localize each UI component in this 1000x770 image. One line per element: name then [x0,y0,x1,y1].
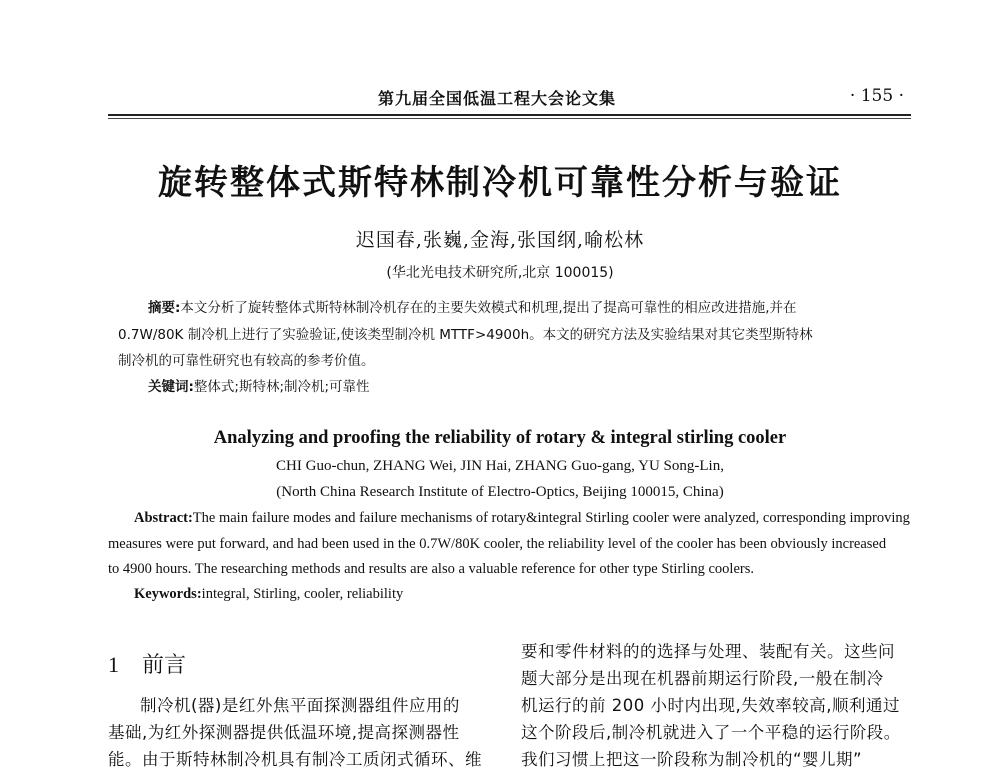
body-line-right: 这个阶段后,制冷机就进入了一个平稳的运行阶段。 [521,723,901,742]
page-number: · 155 · [849,86,904,106]
abstract-en-line [134,510,910,527]
authors-en: CHI Guo-chun, ZHANG Wei, JIN Hai, ZHANG Guo-gang, YU Song-Lin, [276,458,724,474]
paper-title-cn: 旋转整体式斯特林制冷机可靠性分析与验证 [158,163,842,203]
abstract-cn-text: 本文分析了旋转整体式斯特林制冷机存在的主要失效模式和机理,提出了提高可靠性的相应改进措施,并在 [180,300,797,316]
body-line-left: 基础,为红外探测器提供低温环境,提高探测器性 [108,723,460,742]
keywords-en-text: integral, Stirling, cooler, reliability [201,586,404,602]
keywords-cn [148,375,370,395]
running-head [108,86,908,110]
abstract-en-text: The main failure modes and failure mechanisms of rotary&integral Stirling cooler were analyzed, corresponding improving [192,510,910,526]
section-heading [108,648,186,679]
body-line-right: 要和零件材料的的选择与处理、装配有关。这些问 [521,642,895,661]
affiliation-cn: (华北光电技术研究所,北京 100015) [386,265,614,281]
body-line-right: 题大部分是出现在机器前期运行阶段,一般在制冷 [521,669,884,688]
section-title: 前言 [142,653,187,678]
keywords-cn-label: 关键词: [148,379,194,395]
abstract-cn-line [148,296,797,316]
affiliation-en: (North China Research Institute of Electro-Optics, Beijing 100015, China) [276,484,724,500]
keywords-en-label: Keywords: [134,586,202,602]
body-line-left: 能。由于斯特林制冷机具有制冷工质闭式循环、维 [108,750,482,769]
running-title: 第九届全国低温工程大会论文集 [378,89,617,108]
header-rule-thin [108,118,911,119]
abstract-cn-line: 制冷机的可靠性研究也有较高的参考价值。 [118,353,375,369]
body-line-left: 制冷机(器)是红外焦平面探测器组件应用的 [140,696,460,715]
authors-cn: 迟国春,张巍,金海,张国纲,喻松林 [355,229,645,251]
abstract-en-label: Abstract: [134,510,193,526]
keywords-en [134,586,403,603]
body-line-right: 我们习惯上把这一阶段称为制冷机的“婴儿期” [521,750,863,769]
paper-title-en: Analyzing and proofing the reliability of rotary & integral stirling cooler [213,428,787,448]
abstract-cn-label: 摘要: [148,300,181,316]
section-number: 1 [108,652,119,677]
abstract-cn-line: 0.7W/80K 制冷机上进行了实验验证,使该类型制冷机 MTTF>4900h。本文的研究方法及实验结果对其它类型斯特林 [118,327,813,343]
keywords-cn-text: 整体式;斯特林;制冷机;可靠性 [193,379,370,395]
header-rule [108,114,911,116]
abstract-en-line: to 4900 hours. The researching methods and results are also a valuable reference for other type Stirling coolers. [108,561,754,577]
abstract-en-line: measures were put forward, and had been used in the 0.7W/80K cooler, the reliability level of the cooler has been obviously increased [108,536,887,552]
body-line-right: 机运行的前 200 小时内出现,失效率较高,顺利通过 [521,696,900,715]
